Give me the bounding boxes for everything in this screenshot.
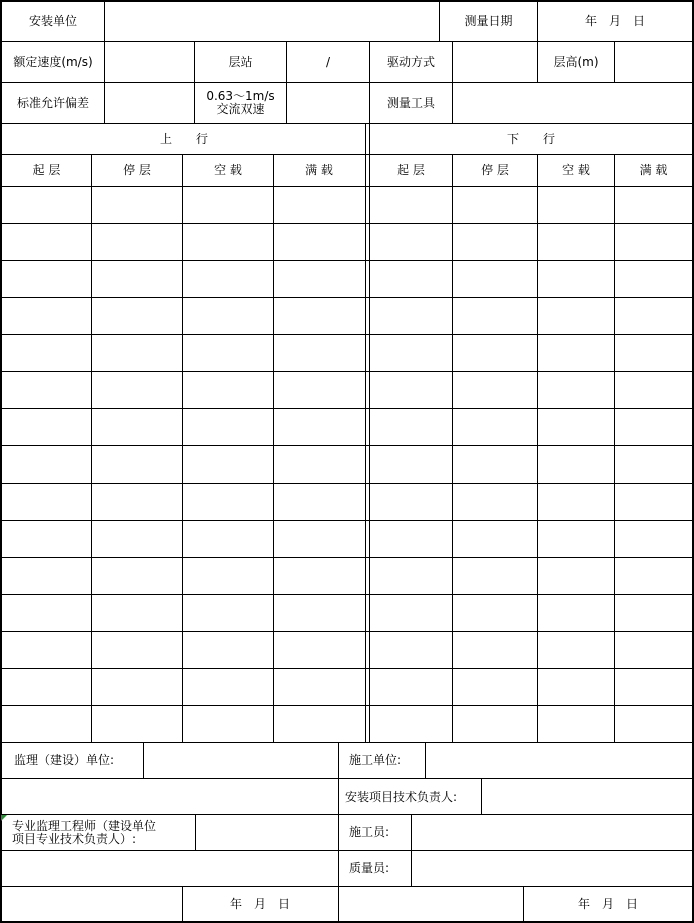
grid-vline — [369, 123, 370, 742]
grid-vline — [614, 154, 615, 742]
grid-hline — [0, 371, 693, 372]
measure-tool-field[interactable] — [453, 83, 692, 123]
down-col-full-load: 满 载 — [639, 163, 668, 177]
measure-date-label: 测量日期 — [464, 14, 513, 28]
grid-hline — [0, 408, 693, 409]
grid-hline — [0, 186, 693, 187]
speed-range-cell — [195, 83, 286, 123]
engineer-label — [2, 815, 195, 850]
install-tech-lead-field[interactable] — [482, 779, 692, 815]
grid-hline — [0, 260, 693, 261]
install-tech-lead-label: 安装项目技术负责人: — [345, 789, 458, 804]
tolerance-field[interactable] — [105, 83, 194, 123]
date-right[interactable]: 年 月 日 — [577, 896, 638, 911]
grid-vline — [452, 154, 453, 742]
up-col-stop-floor: 停 层 — [123, 163, 151, 177]
down-col-no-load: 空 载 — [562, 163, 590, 177]
grid-vline — [365, 123, 366, 742]
grid-hline — [0, 705, 693, 706]
grid-hline — [0, 520, 693, 521]
construction-unit-label: 施工单位: — [349, 753, 402, 767]
quality-inspector-label: 质量员: — [349, 861, 390, 875]
date-left[interactable]: 年 月 日 — [229, 896, 290, 911]
up-section-header: 上 行 — [159, 131, 208, 146]
engineer-label-line2: 项目专业技术负责人）: — [12, 831, 137, 846]
install-unit-label: 安装单位 — [28, 14, 77, 28]
grid-hline — [0, 483, 693, 484]
grid-hline — [0, 223, 693, 224]
grid-hline — [0, 297, 693, 298]
measure-tool-label: 测量工具 — [386, 95, 435, 110]
grid-hline — [0, 334, 693, 335]
up-col-no-load: 空 载 — [214, 163, 242, 177]
construction-unit-field[interactable] — [426, 743, 692, 778]
grid-vline — [273, 154, 274, 742]
speed-range-line1: 0.63～1m/s — [206, 89, 275, 103]
constructor-label: 施工员: — [349, 825, 390, 839]
engineer-label-line1: 专业监理工程师（建设单位 — [12, 818, 157, 833]
constructor-field[interactable] — [412, 815, 692, 850]
floor-height-field[interactable] — [615, 42, 692, 82]
speed-range-field[interactable] — [287, 83, 369, 123]
down-section-header: 下 行 — [506, 131, 555, 146]
grid-hline — [0, 557, 693, 558]
down-col-start-floor: 起 层 — [397, 163, 425, 177]
grid-hline — [0, 668, 693, 669]
grid-vline — [182, 154, 183, 742]
engineer-field[interactable] — [196, 815, 337, 850]
floor-station-field[interactable]: / — [325, 54, 331, 69]
grid-vline — [91, 154, 92, 742]
supervision-unit-field[interactable] — [144, 743, 337, 778]
floor-station-label: 层站 — [228, 54, 253, 69]
measure-date-field[interactable]: 年 月 日 — [584, 14, 645, 28]
quality-inspector-field[interactable] — [412, 851, 692, 886]
down-col-stop-floor: 停 层 — [481, 163, 509, 177]
drive-mode-label: 驱动方式 — [386, 54, 435, 69]
speed-range-line2: 交流双速 — [216, 102, 265, 116]
grid-hline — [0, 631, 693, 632]
rated-speed-field[interactable] — [105, 42, 194, 82]
tolerance-label: 标准允许偏差 — [16, 95, 89, 110]
drive-mode-field[interactable] — [453, 42, 537, 82]
floor-height-label: 层高(m) — [553, 54, 599, 69]
grid-hline — [0, 594, 693, 595]
up-col-full-load: 满 载 — [305, 163, 333, 177]
up-col-start-floor: 起 层 — [32, 163, 61, 177]
install-unit-field[interactable] — [105, 2, 439, 41]
rated-speed-label: 额定速度(m/s) — [13, 54, 93, 69]
supervision-unit-label: 监理（建设）单位: — [14, 753, 115, 767]
grid-vline — [537, 154, 538, 742]
grid-hline — [0, 445, 693, 446]
